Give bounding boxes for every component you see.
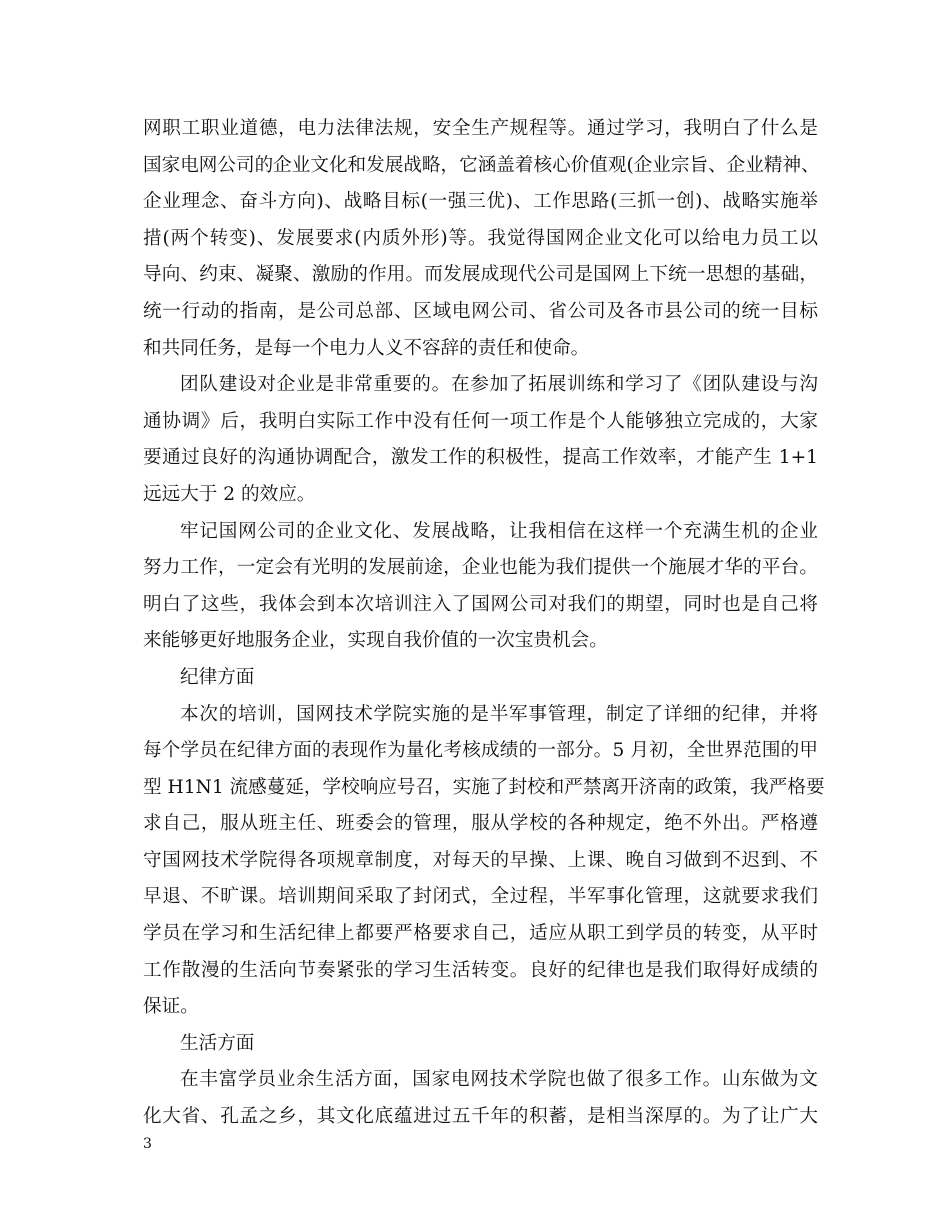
- text-line: 明白了这些，我体会到本次培训注入了国网公司对我们的期望，同时也是自己将: [143, 593, 818, 615]
- text-line: 要通过良好的沟通协调配合，激发工作的积极性，提高工作效率，才能产生 1+1: [143, 447, 818, 469]
- text-line: 型 H1N1 流感蔓延，学校响应号召，实施了封校和严禁离开济南的政策，我严格要: [143, 776, 825, 798]
- text-line: 企业理念、奋斗方向)、战略目标(一强三优)、工作思路(三抓一创)、战略实施举: [143, 191, 818, 213]
- text-line: 来能够更好地服务企业，实现自我价值的一次宝贵机会。: [143, 630, 608, 652]
- text-line: 牢记国网公司的企业文化、发展战略，让我相信在这样一个充满生机的企业: [180, 520, 818, 542]
- text-line: 每个学员在纪律方面的表现作为量化考核成绩的一部分。5 月初，全世界范围的甲: [143, 740, 818, 762]
- text-line: 化大省、孔孟之乡，其文化底蕴进过五千年的积蓄，是相当深厚的。为了让广大: [143, 1106, 818, 1128]
- text-line: 守国网技术学院得各项规章制度，对每天的早操、上课、晚自习做到不迟到、不: [143, 849, 818, 871]
- text-line: 国家电网公司的企业文化和发展战略，它涵盖着核心价值观(企业宗旨、企业精神、: [143, 154, 820, 176]
- text-line: 通协调》后，我明白实际工作中没有任何一项工作是个人能够独立完成的，大家: [143, 410, 818, 432]
- text-line: 工作散漫的生活向节奏紧张的学习生活转变。良好的纪律也是我们取得好成绩的: [143, 959, 818, 981]
- text-line: 导向、约束、凝聚、激励的作用。而发展成现代公司是国网上下统一思想的基础，: [143, 264, 818, 286]
- text-line: 早退、不旷课。培训期间采取了封闭式，全过程，半军事化管理，这就要求我们: [143, 886, 818, 908]
- text-line: 和共同任务，是每一个电力人义不容辞的责任和使命。: [143, 337, 590, 359]
- body-text: [143, 111, 825, 1136]
- text-line: 团队建设对企业是非常重要的。在参加了拓展训练和学习了《团队建设与沟: [180, 374, 818, 396]
- text-line: 努力工作，一定会有光明的发展前途，企业也能为我们提供一个施展才华的平台。: [143, 557, 818, 579]
- text-line: 远远大于 2 的效应。: [143, 483, 316, 505]
- text-line: 生活方面: [180, 1032, 255, 1054]
- text-line: 纪律方面: [180, 666, 255, 688]
- text-line: 措(两个转变)、发展要求(内质外形)等。我觉得国网企业文化可以给电力员工以: [143, 227, 818, 249]
- text-line: 统一行动的指南，是公司总部、区域电网公司、省公司及各市县公司的统一目标: [143, 300, 818, 322]
- text-line: 在丰富学员业余生活方面，国家电网技术学院也做了很多工作。山东做为文: [180, 1069, 818, 1091]
- text-line: 本次的培训，国网技术学院实施的是半军事管理，制定了详细的纪律，并将: [180, 703, 818, 725]
- text-line: 网职工职业道德，电力法律法规，安全生产规程等。通过学习，我明白了什么是: [143, 118, 818, 139]
- text-line: 求自己，服从班主任、班委会的管理，服从学校的各种规定，绝不外出。严格遵: [143, 813, 818, 835]
- page-number: 3: [143, 1136, 152, 1152]
- text-line: 学员在学习和生活纪律上都要严格要求自己，适应从职工到学员的转变，从平时: [143, 923, 818, 945]
- text-line: 保证。: [143, 996, 199, 1018]
